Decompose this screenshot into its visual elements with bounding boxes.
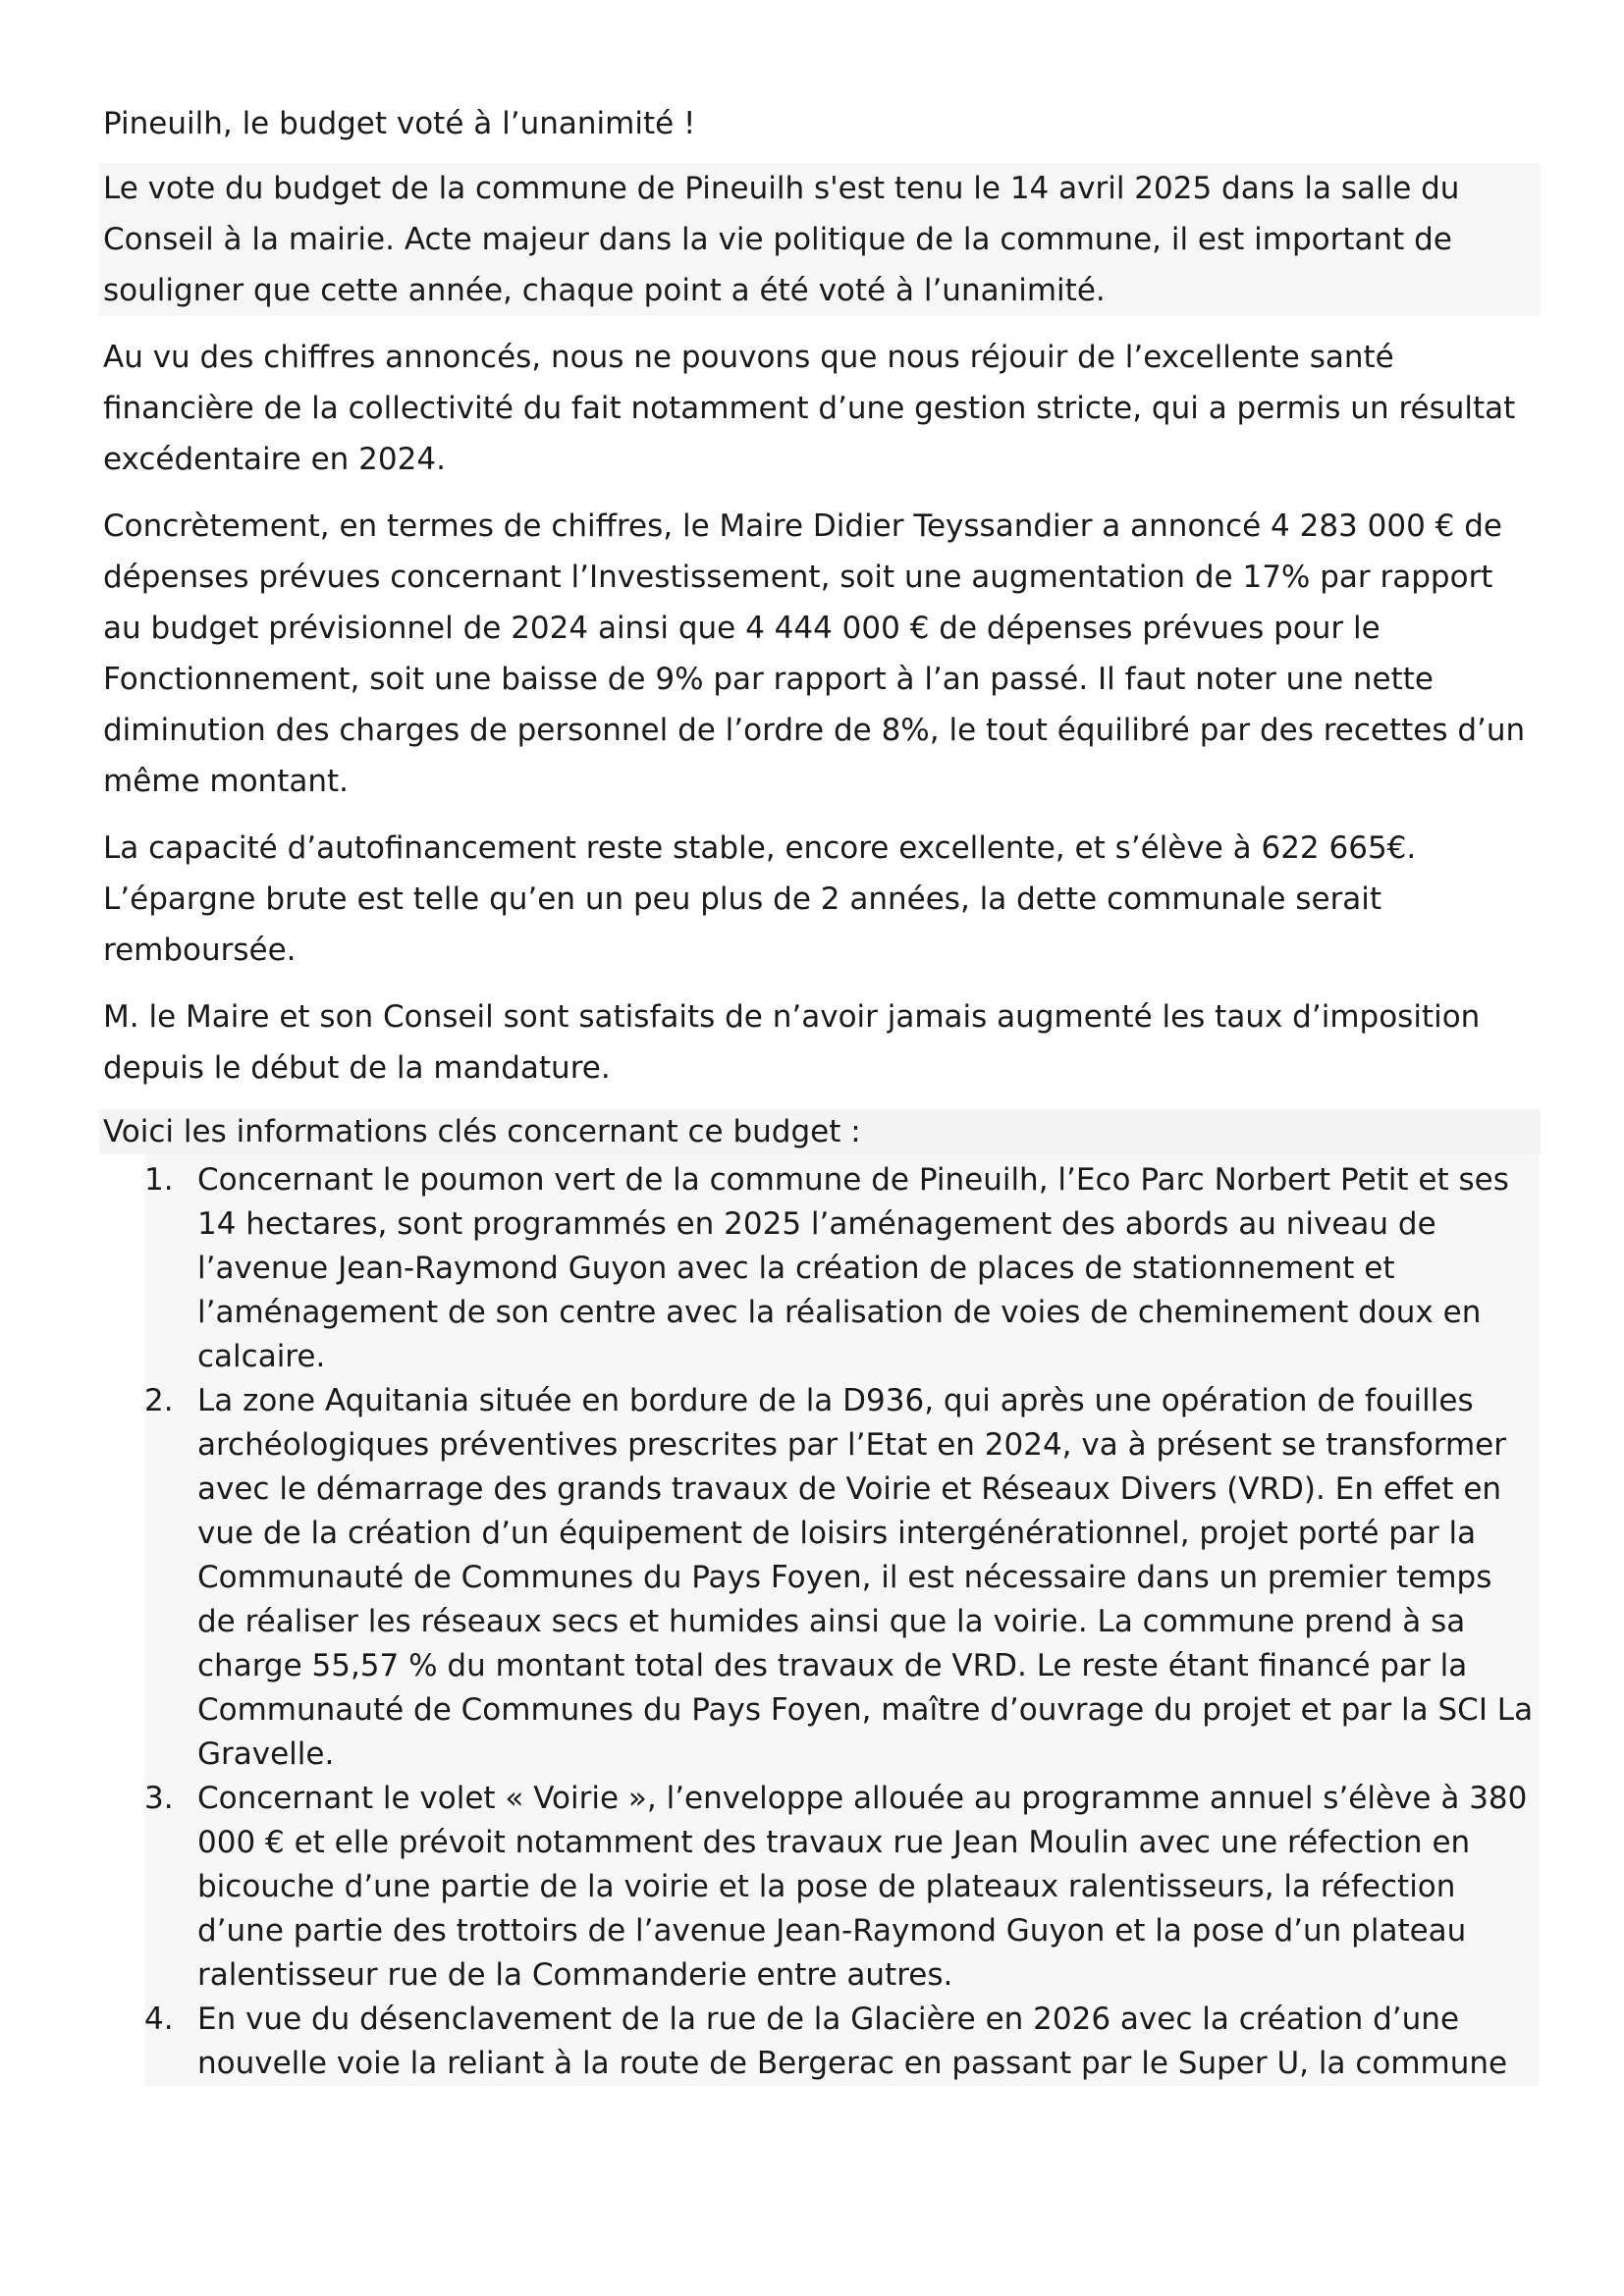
paragraph-figures: Concrètement, en termes de chiffres, le Maire Didier Teyssandier a annoncé 4 283 000 € de dépenses prévues concernant l’Investissement, soit une augmentation de 17% par rapport au budget prévisionnel de 2024 ainsi que 4 444 000 € de dépenses prévues pour le Fonctionnement, soit une baisse de 9% par rapport à l’an passé. Il faut noter une nette diminution des charges de personnel de l’ordre de 8%, le tout équilibré par des recettes d’un même montant. <box>103 508 1526 799</box>
paragraph-finances: Au vu des chiffres annoncés, nous ne pouvons que nous réjouir de l’excellente santé financière de la collectivité du fait notamment d’une gestion stricte, qui a permis un résultat excédentaire en 2024. <box>103 340 1516 477</box>
list-item-number: 1. <box>144 1162 174 1198</box>
paragraph-taxes: M. le Maire et son Conseil sont satisfaits de n’avoir jamais augmenté les taux d’imposition depuis le début de la mandature. <box>103 999 1481 1086</box>
paragraph-vote: Le vote du budget de la commune de Pineuilh s'est tenu le 14 avril 2025 dans la salle du Conseil à la mairie. Acte majeur dans la vie politique de la commune, il est important de souligner que cette année, chaque point a été voté à l’unanimité. <box>99 163 1541 316</box>
list-item <box>144 1777 1539 1998</box>
list-item <box>144 1158 1539 1379</box>
document-page <box>99 98 1541 2086</box>
paragraph-self-financing: La capacité d’autofinancement reste stable, encore excellente, et s’élève à 622 665€. L’épargne brute est telle qu’en un peu plus de 2 années, la dette communale serait remboursée. <box>103 830 1417 968</box>
list-item-number: 4. <box>144 2002 174 2037</box>
list-item-text: Concernant le poumon vert de la commune de Pineuilh, l’Eco Parc Norbert Petit et ses 14 hectares, sont programmés en 2025 l’aménagement des abords au niveau de l’avenue Jean-Raymond Guyon avec la création de places de stationnement et l’aménagement de son centre avec la réalisation de voies de cheminement doux en calcaire. <box>197 1162 1509 1374</box>
list-item-text: Concernant le volet « Voirie », l’enveloppe allouée au programme annuel s’élève à 380 000 € et elle prévoit notamment des travaux rue Jean Moulin avec une réfection en bicouche d’une partie de la voirie et la pose de plateaux ralentisseurs, la réfection d’une partie des trottoirs de l’avenue Jean-Raymond Guyon et la pose d’un plateau ralentisseur rue de la Commanderie entre autres. <box>197 1781 1528 1993</box>
list-item <box>144 1379 1539 1777</box>
list-intro: Voici les informations clés concernant ce budget : <box>99 1109 1541 1154</box>
list-item-number: 3. <box>144 1781 174 1816</box>
list-item-number: 2. <box>144 1383 174 1418</box>
key-points-list <box>144 1154 1539 2086</box>
list-item <box>144 1998 1539 2086</box>
article-title: Pineuilh, le budget voté à l’unanimité ! <box>103 106 696 141</box>
list-item-text: La zone Aquitania située en bordure de la D936, qui après une opération de fouilles archéologiques préventives prescrites par l’Etat en 2024, va à présent se transformer avec le démarrage des grands travaux de Voirie et Réseaux Divers (VRD). En effet en vue de la création d’un équipement de loisirs intergénérationnel, projet porté par la Communauté de Communes du Pays Foyen, il est nécessaire dans un premier temps de réaliser les réseaux secs et humides ainsi que la voirie. La commune prend à sa charge 55,57 % du montant total des travaux de VRD. Le reste étant financé par la Communauté de Communes du Pays Foyen, maître d’ouvrage du projet et par la SCI La Gravelle. <box>197 1383 1534 1772</box>
list-item-text: En vue du désenclavement de la rue de la Glacière en 2026 avec la création d’une nouvelle voie la reliant à la route de Bergerac en passant par le Super U, la commune <box>197 2002 1508 2081</box>
